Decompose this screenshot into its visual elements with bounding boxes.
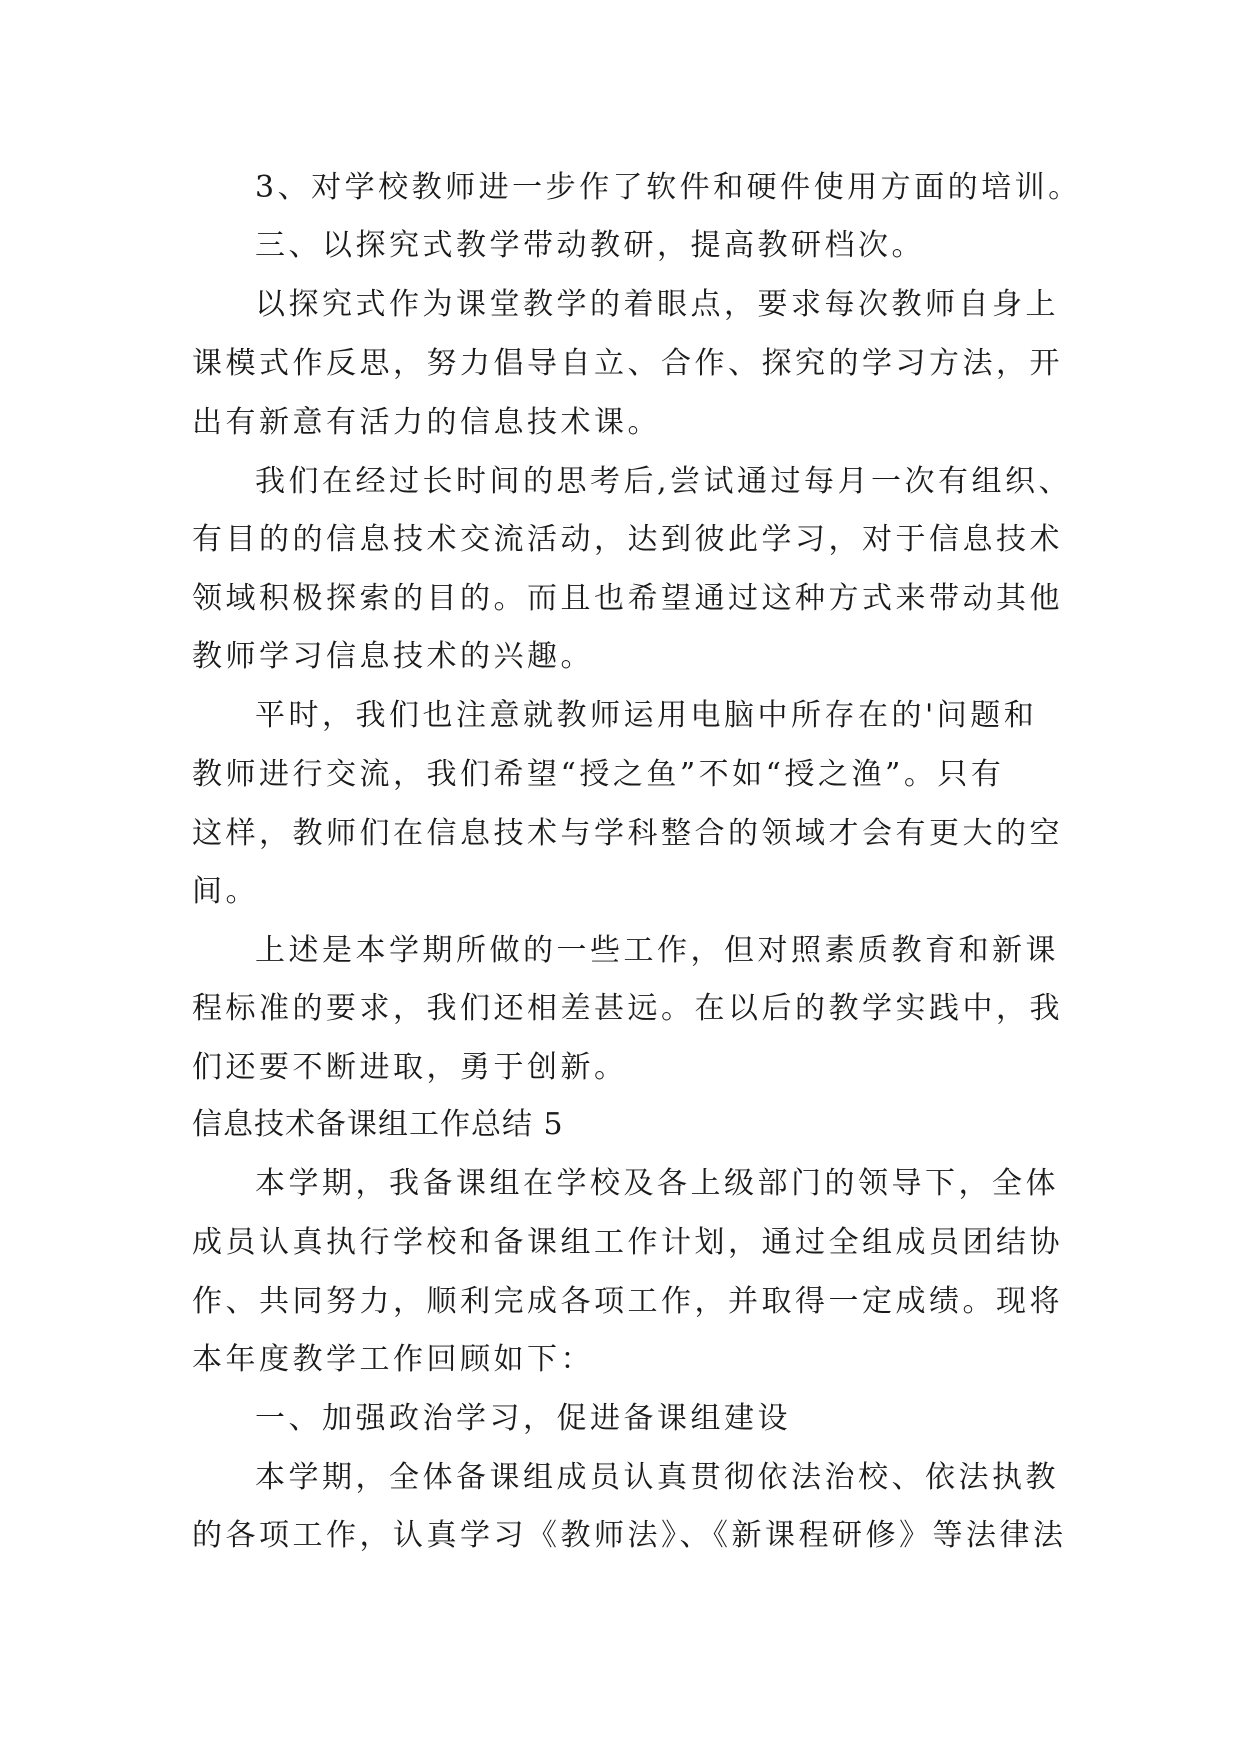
text-line: 3、对学校教师进一步作了软件和硬件使用方面的培训。: [255, 170, 1082, 205]
text-line: 课模式作反思，努力倡导自立、合作、探究的学习方法，开: [192, 346, 1063, 381]
text-line: 本学期，全体备课组成员认真贯彻依法治校、依法执教: [255, 1460, 1059, 1495]
section-heading: 信息技术备课组工作总结 5: [192, 1107, 564, 1142]
text-line: 出有新意有活力的信息技术课。: [192, 405, 661, 440]
text-line: 程标准的要求，我们还相差甚远。在以后的教学实践中，我: [192, 991, 1063, 1026]
text-line: 成员认真执行学校和备课组工作计划，通过全组成员团结协: [192, 1225, 1063, 1260]
text-line: 们还要不断进取，勇于创新。: [192, 1050, 628, 1085]
text-line: 有目的的信息技术交流活动，达到彼此学习，对于信息技术: [192, 522, 1063, 557]
text-line: 教师进行交流，我们希望“授之鱼”不如“授之渔”。只有: [192, 757, 1005, 792]
text-line: 间。: [192, 874, 259, 909]
text-line: 作、共同努力，顺利完成各项工作，并取得一定成绩。现将: [192, 1284, 1063, 1319]
text-line: 平时，我们也注意就教师运用电脑中所存在的'问题和: [255, 698, 1038, 733]
text-line: 教师学习信息技术的兴趣。: [192, 639, 594, 674]
text-line: 这样，教师们在信息技术与学科整合的领域才会有更大的空: [192, 816, 1063, 851]
text-line: 的各项工作，认真学习《教师法》、《新课程研修》等法律法: [192, 1518, 1067, 1553]
text-line: 我们在经过长时间的思考后,尝试通过每月一次有组织、: [255, 464, 1073, 499]
text-line: 上述是本学期所做的一些工作，但对照素质教育和新课: [255, 933, 1059, 968]
text-line: 本学期，我备课组在学校及各上级部门的领导下，全体: [255, 1166, 1059, 1201]
text-line: 以探究式作为课堂教学的着眼点，要求每次教师自身上: [255, 287, 1059, 322]
text-line: 领域积极探索的目的。而且也希望通过这种方式来带动其他: [192, 581, 1063, 616]
text-line: 本年度教学工作回顾如下：: [192, 1342, 594, 1377]
text-line: 三、以探究式教学带动教研，提高教研档次。: [255, 228, 925, 263]
text-line: 一、加强政治学习，促进备课组建设: [255, 1401, 791, 1436]
